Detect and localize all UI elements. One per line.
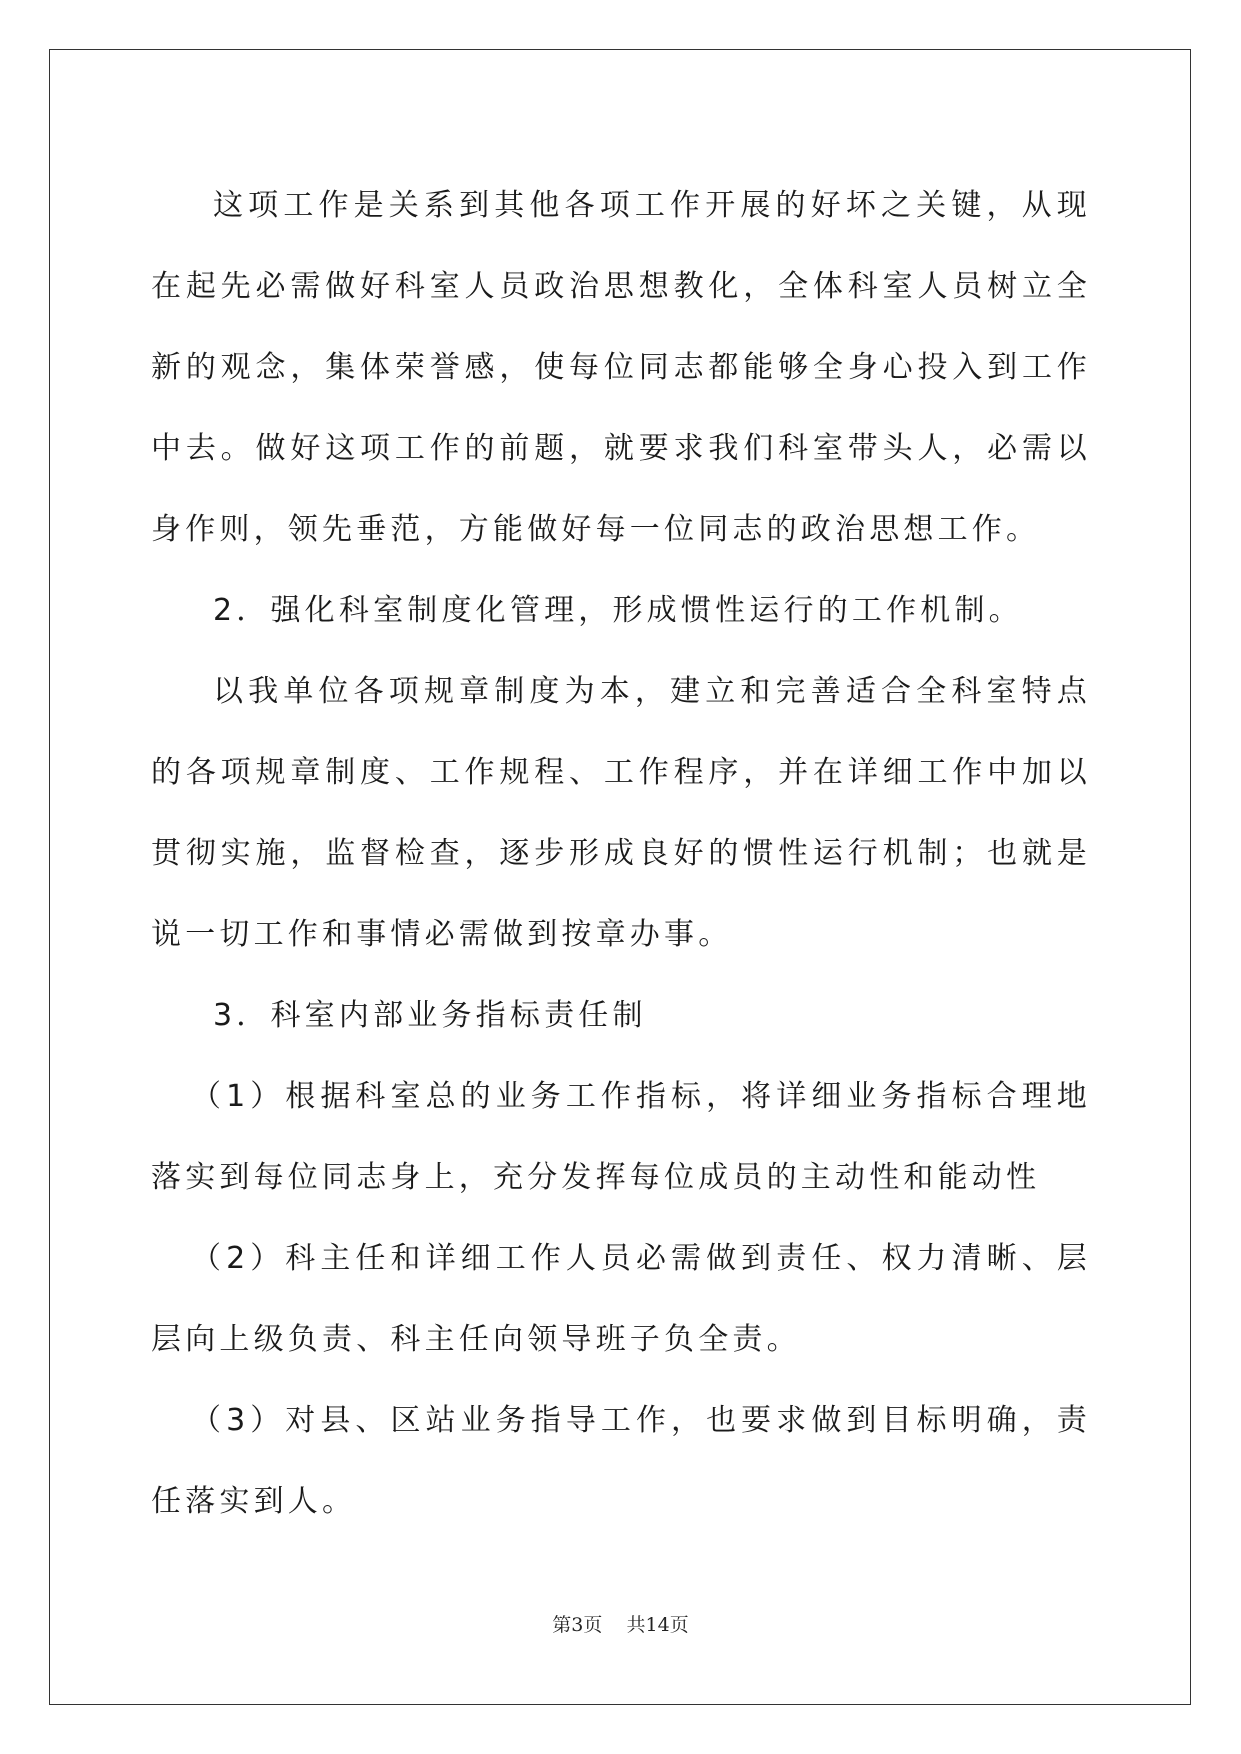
list-item-2: （2）科主任和详细工作人员必需做到责任、权力清晰、层层向上级负责、科主任向领导班子负全责。 xyxy=(151,1241,1091,1357)
page-footer xyxy=(0,1610,1241,1637)
heading-responsibility-system: 3．科室内部业务指标责任制 xyxy=(213,998,647,1033)
total-pages: 共14页 xyxy=(626,1614,689,1636)
page-number: 第3页 xyxy=(552,1614,603,1636)
list-item-3: （3）对县、区站业务指导工作，也要求做到目标明确，责任落实到人。 xyxy=(151,1403,1091,1519)
list-item-1: （1）根据科室总的业务工作指标，将详细业务指标合理地落实到每位同志身上，充分发挥每位成员的主动性和能动性 xyxy=(151,1079,1091,1195)
document-body xyxy=(151,165,1091,1542)
paragraph-political-work: 这项工作是关系到其他各项工作开展的好坏之关键，从现在起先必需做好科室人员政治思想教化，全体科室人员树立全新的观念，集体荣誉感，使每位同志都能够全身心投入到工作中去。做好这项工作的前题，就要求我们科室带头人，必需以身作则，领先垂范，方能做好每一位同志的政治思想工作。 xyxy=(151,188,1091,547)
heading-institutional-management: 2．强化科室制度化管理，形成惯性运行的工作机制。 xyxy=(213,593,1023,628)
paragraph-rules-regulations: 以我单位各项规章制度为本，建立和完善适合全科室特点的各项规章制度、工作规程、工作程序，并在详细工作中加以贯彻实施，监督检查，逐步形成良好的惯性运行机制；也就是说一切工作和事情必需做到按章办事。 xyxy=(151,674,1091,952)
